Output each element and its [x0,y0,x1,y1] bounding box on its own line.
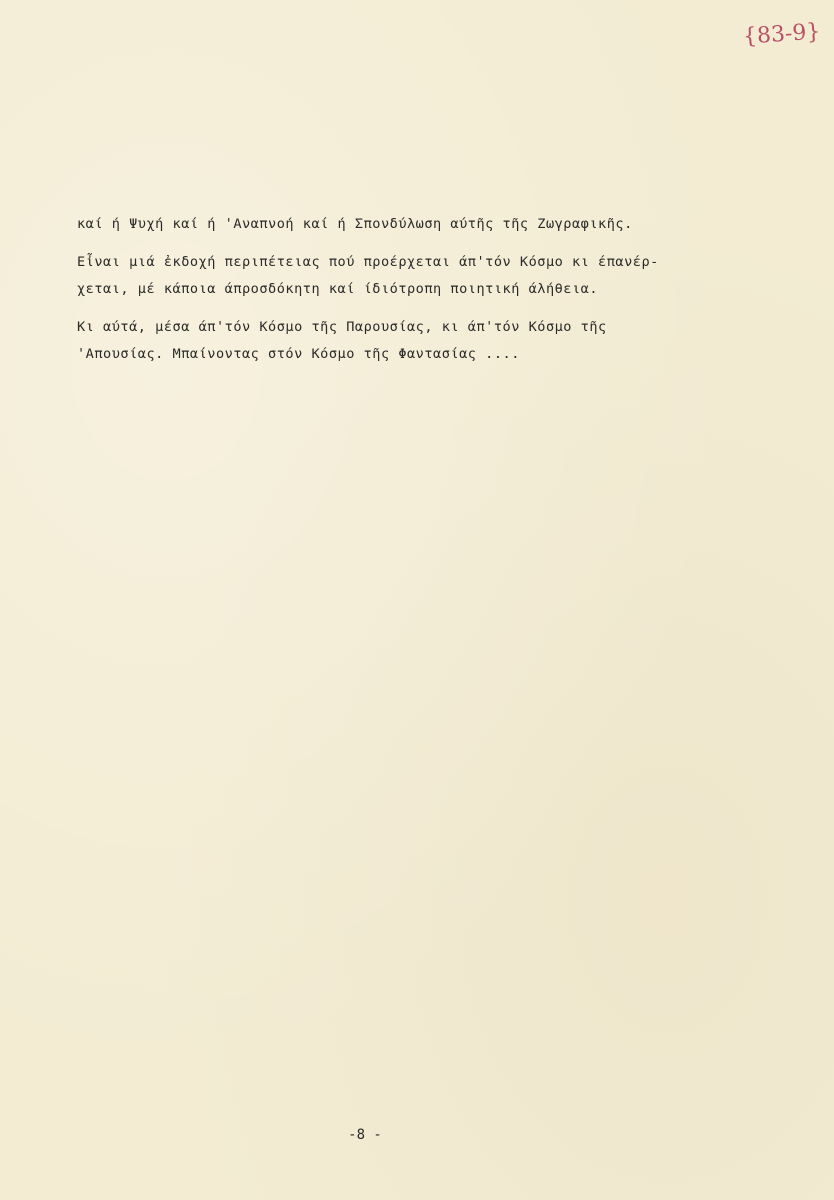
handwritten-archive-mark: {83-9} [741,19,821,50]
paragraph-3 [77,314,777,368]
page-number: -8 - [348,1127,382,1143]
text-line: χεται, μέ κάποια άπροσδόκητη καί ίδιότροπη ποιητική άλήθεια. [77,281,599,297]
text-line: 'Απουσίας. Μπαίνοντας στόν Κόσμο τῆς Φαντασίας .... [77,346,520,362]
text-line: καί ή Ψυχή καί ή 'Αναπνοή καί ή Σπονδύλωση αύτῆς τῆς Ζωγραφικῆς. [77,216,633,232]
text-line: Κι αύτά, μέσα άπ'τόν Κόσμο τῆς Παρουσίας, κι άπ'τόν Κόσμο τῆς [77,319,607,335]
paragraph-1 [77,211,777,238]
body-text [77,211,777,379]
paragraph-2 [77,249,777,303]
text-line: Εἶναι μιά ἐκδοχή περιπέτειας πού προέρχεται άπ'τόν Κόσμο κι έπανέρ- [77,254,659,270]
